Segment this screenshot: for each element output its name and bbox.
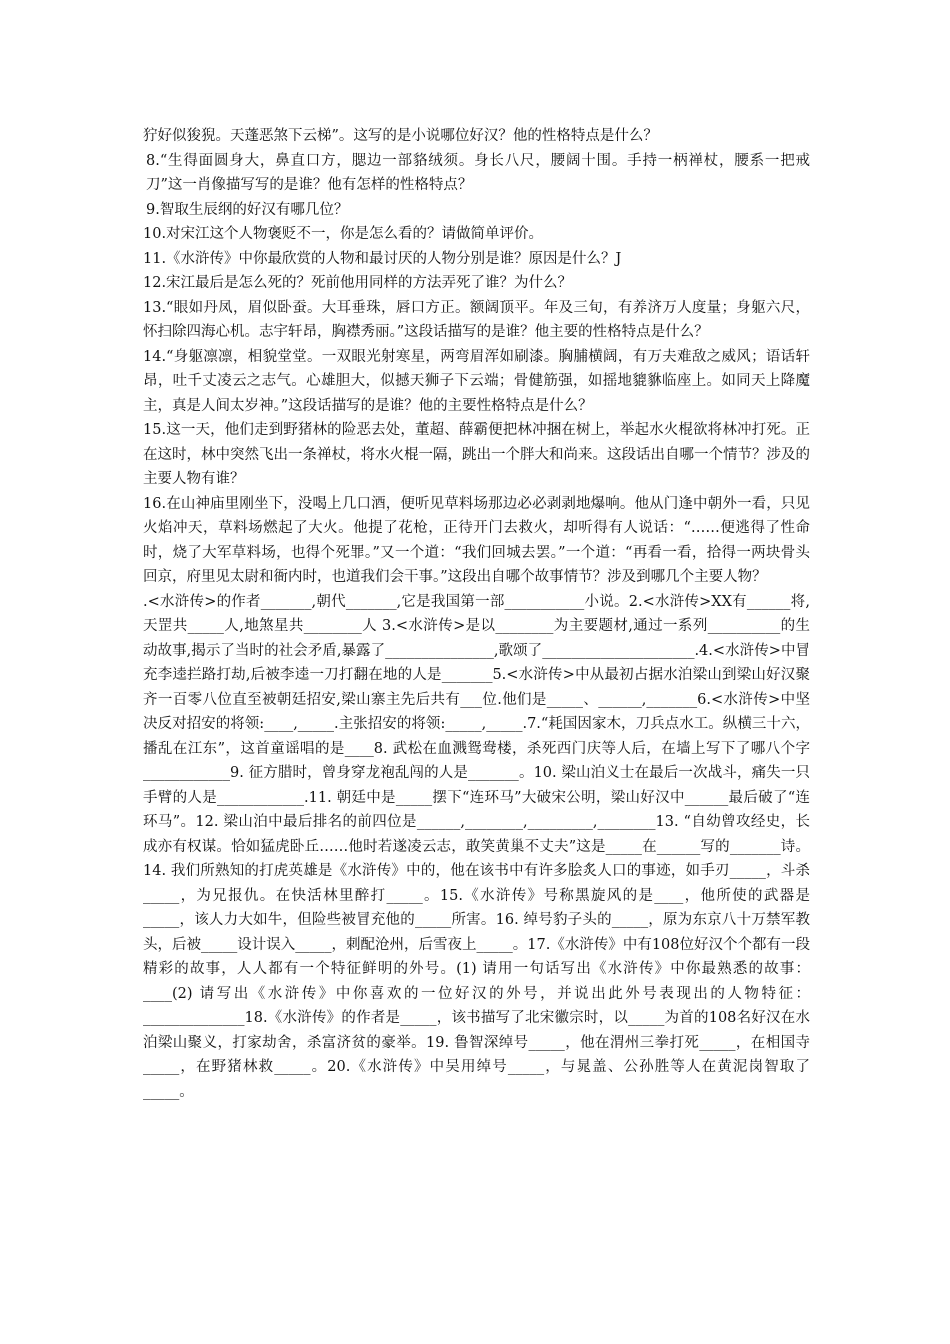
question-7-tail: 狞好似狻猊。天蓬恶煞下云梯”。这写的是小说哪位好汉？他的性格特点是什么？ <box>143 128 658 144</box>
question-11: 11.《水浒传》中你最欣赏的人物和最讨厌的人物分别是谁？原因是什么？J <box>143 250 622 267</box>
document-body <box>143 124 810 1104</box>
question-14: 14.“身躯凛凛，相貌堂堂。一双眼光射寒星，两弯眉浑如刷漆。胸脯横阔，有万夫难敌之威风；语话轩昂，吐千丈凌云之志气。心雄胆大，似撼天狮子下云端；骨健筋强，如摇地貔貅临座上。如同天上降魔主，真是人间太岁神。”这段话描写的是谁？他的主要性格特点是什么？ <box>143 348 810 414</box>
question-16: 16.在山神庙里刚坐下，没喝上几口酒，便听见草料场那边必必剥剥地爆响。他从门逢中朝外一看，只见火焰冲天，草料场燃起了大火。他提了花枪，正待开门去救火，却听得有人说话：“……便逃得了性命时，烧了大军草料场，也得个死罪。”又一个道：“我们回城去罢。”一个道：“再看一看，拾得一两块骨头回京，府里见太尉和衙内时，也道我们会干事。”这段出自哪个故事情节？涉及到哪几个主要人物？ <box>143 495 810 585</box>
question-13: 13.“眼如丹凤，眉似卧蚕。大耳垂珠，唇口方正。额阔顶平。年及三旬，有养济万人度量；身躯六尺，怀扫除四海心机。志宇轩昂，胸襟秀丽。”这段话描写的是谁？他主要的性格特点是什么？ <box>143 299 810 340</box>
question-9: 9.智取生辰纲的好汉有哪几位？ <box>146 201 349 218</box>
question-8: 8.“生得面圆身大，鼻直口方，腮边一部貉绒须。身长八尺，腰阔十围。手持一柄禅杖，腰系一把戒刀”这一肖像描写写的是谁？他有怎样的性格特点？ <box>146 152 810 193</box>
question-12: 12.宋江最后是怎么死的？死前他用同样的方法弄死了谁？为什么？ <box>143 275 573 291</box>
question-15: 15.这一天，他们走到野猪林的险恶去处，董超、薛霸便把林冲捆在树上，举起水火棍欲将林冲打死。正在这时，林中突然飞出一条禅杖，将水火棍一隔，跳出一个胖大和尚来。这段话出自哪一个情节？涉及的主要人物有谁？ <box>143 422 810 487</box>
question-10: 10.对宋江这个人物褒贬不一，你是怎么看的？请做简单评价。 <box>143 226 544 242</box>
fill-in-blank-section: .<水浒传>的作者_______,朝代_______,它是我国第一部___________小说。2.<水浒传>XX有______将,天罡共_____人,地煞星共________人 3.<水浒传>是以________为主要题材,通过一系列__________的生动故事,揭示了当时的社会矛盾,暴露了_______________,歌颂了_____________________.4.<水浒传>中冒充李逵拦路打劫,后被李逵一刀打翻在地的人是_______5.<水浒传>中从最初占据水泊梁山到梁山好汉聚齐一百零八位直至被朝廷招安,梁山寨主先后共有___位.他们是_____、______,_______6.<水浒传>中坚决反对招安的将领:____,_____.主张招安的将领:_____,_____.7.“耗国因家木，刀兵点水工。纵横三十六，播乱在江东”，这首童谣唱的是____8. 武松在血溅鸳鸯楼，杀死西门庆等人后，在墙上写下了哪八个字____________9. 征方腊时，曾身穿龙袍乱闯的人是_______。10. 梁山泊义士在最后一次战斗，痛失一只手臂的人是____________.11. 朝廷中是_____摆下“连环马”大破宋公明，梁山好汉中______最后破了“连环马”。12. 梁山泊中最后排名的前四位是______,________,_________,________13. “自幼曾攻经史，长成亦有权谋。恰如猛虎卧丘……他时若遂凌云志，敢笑黄巢不丈夫”这是_____在______写的_______诗。14. 我们所熟知的打虎英雄是《水浒传》中的，他在该书中有许多脍炙人口的事迹，如手刃_____，斗杀_____，为兄报仇。在快活林里醉打_____。15.《水浒传》号称黑旋风的是____，他所使的武器是_____，该人力大如牛，但险些被冒充他的_____所害。16. 绰号豹子头的_____，原为东京八十万禁军教头，后被_____设计误入_____，刺配沧州，后雪夜上_____。17.《水浒传》中有108位好汉个个都有一段精彩的故事，人人都有一个特征鲜明的外号。(1) 请用一句话写出《水浒传》中你最熟悉的故事：____(2) 请写出《水浒传》中你喜欢的一位好汉的外号，并说出此外号表现出的人物特征：______________18.《水浒传》的作者是_____，该书描写了北宋徽宗时，以_____为首的108名好汉在水泊梁山聚义，打家劫舍，杀富济贫的豪举。19. 鲁智深绰号_____，他在渭州三拳打死_____，在相国寺_____，在野猪林救_____。20.《水浒传》中吴用绰号_____，与晁盖、公孙胜等人在黄泥岗智取了_____。 <box>143 593 810 1100</box>
